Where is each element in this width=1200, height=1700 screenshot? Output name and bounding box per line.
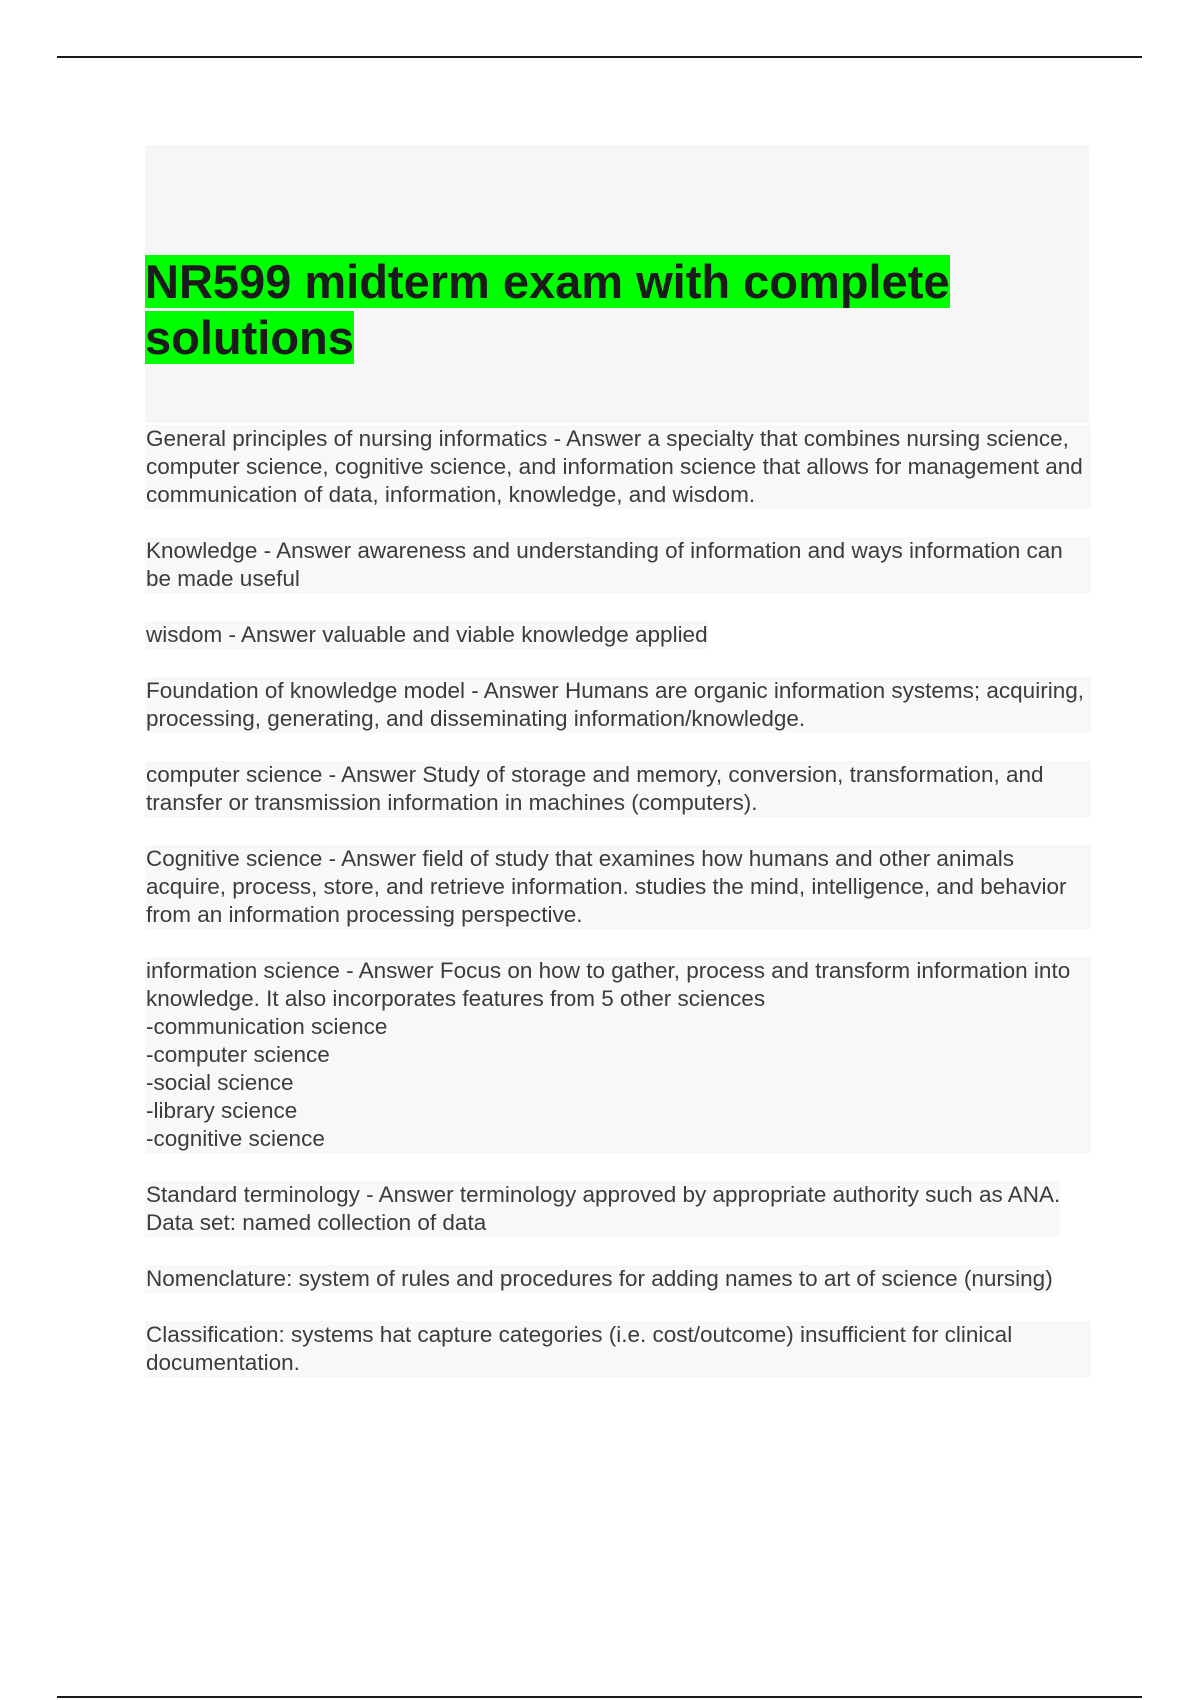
data-set-definition: Data set: named collection of data [146, 1210, 487, 1235]
science-list-item: -social science [146, 1070, 294, 1095]
entry-knowledge: Knowledge - Answer awareness and understanding of information and ways information can be made useful [145, 537, 1091, 593]
entry-classification: Classification: systems hat capture categories (i.e. cost/outcome) insufficient for clinical documentation. [145, 1321, 1091, 1377]
page-title [145, 254, 1095, 366]
entry-cognitive-science: Cognitive science - Answer field of study that examines how humans and other animals acquire, process, store, and retrieve information. studies the mind, intelligence, and behavior from an information processing perspective. [145, 845, 1091, 929]
bottom-rule [57, 1696, 1142, 1698]
entry-nomenclature: Nomenclature: system of rules and procedures for adding names to art of science (nursing) [146, 1266, 1053, 1291]
science-list-item: -library science [146, 1098, 298, 1123]
science-list-item: -computer science [146, 1042, 330, 1067]
top-rule [57, 56, 1142, 58]
standard-terminology-definition: Standard terminology - Answer terminology approved by appropriate authority such as ANA. [146, 1182, 1061, 1207]
entry-standard-terminology [145, 1181, 1060, 1237]
information-science-intro: information science - Answer Focus on how to gather, process and transform information into knowledge. It also incorporates features from 5 other sciences [146, 958, 1077, 1011]
entry-general-principles: General principles of nursing informatics - Answer a specialty that combines nursing science, computer science, cognitive science, and information science that allows for management and communication of data, information, knowledge, and wisdom. [145, 425, 1091, 509]
entry-information-science [145, 957, 1091, 1153]
entry-wisdom: wisdom - Answer valuable and viable knowledge applied [146, 622, 708, 647]
title-highlight: NR599 midterm exam with complete solutions [145, 255, 950, 364]
document-body [145, 425, 1095, 1405]
entry-computer-science: computer science - Answer Study of storage and memory, conversion, transformation, and transfer or transmission information in machines (computers). [145, 761, 1091, 817]
science-list-item: -cognitive science [146, 1126, 325, 1151]
science-list-item: -communication science [146, 1014, 388, 1039]
entry-foundation-of-knowledge-model: Foundation of knowledge model - Answer Humans are organic information systems; acquiring, processing, generating, and disseminating information/knowledge. [145, 677, 1091, 733]
